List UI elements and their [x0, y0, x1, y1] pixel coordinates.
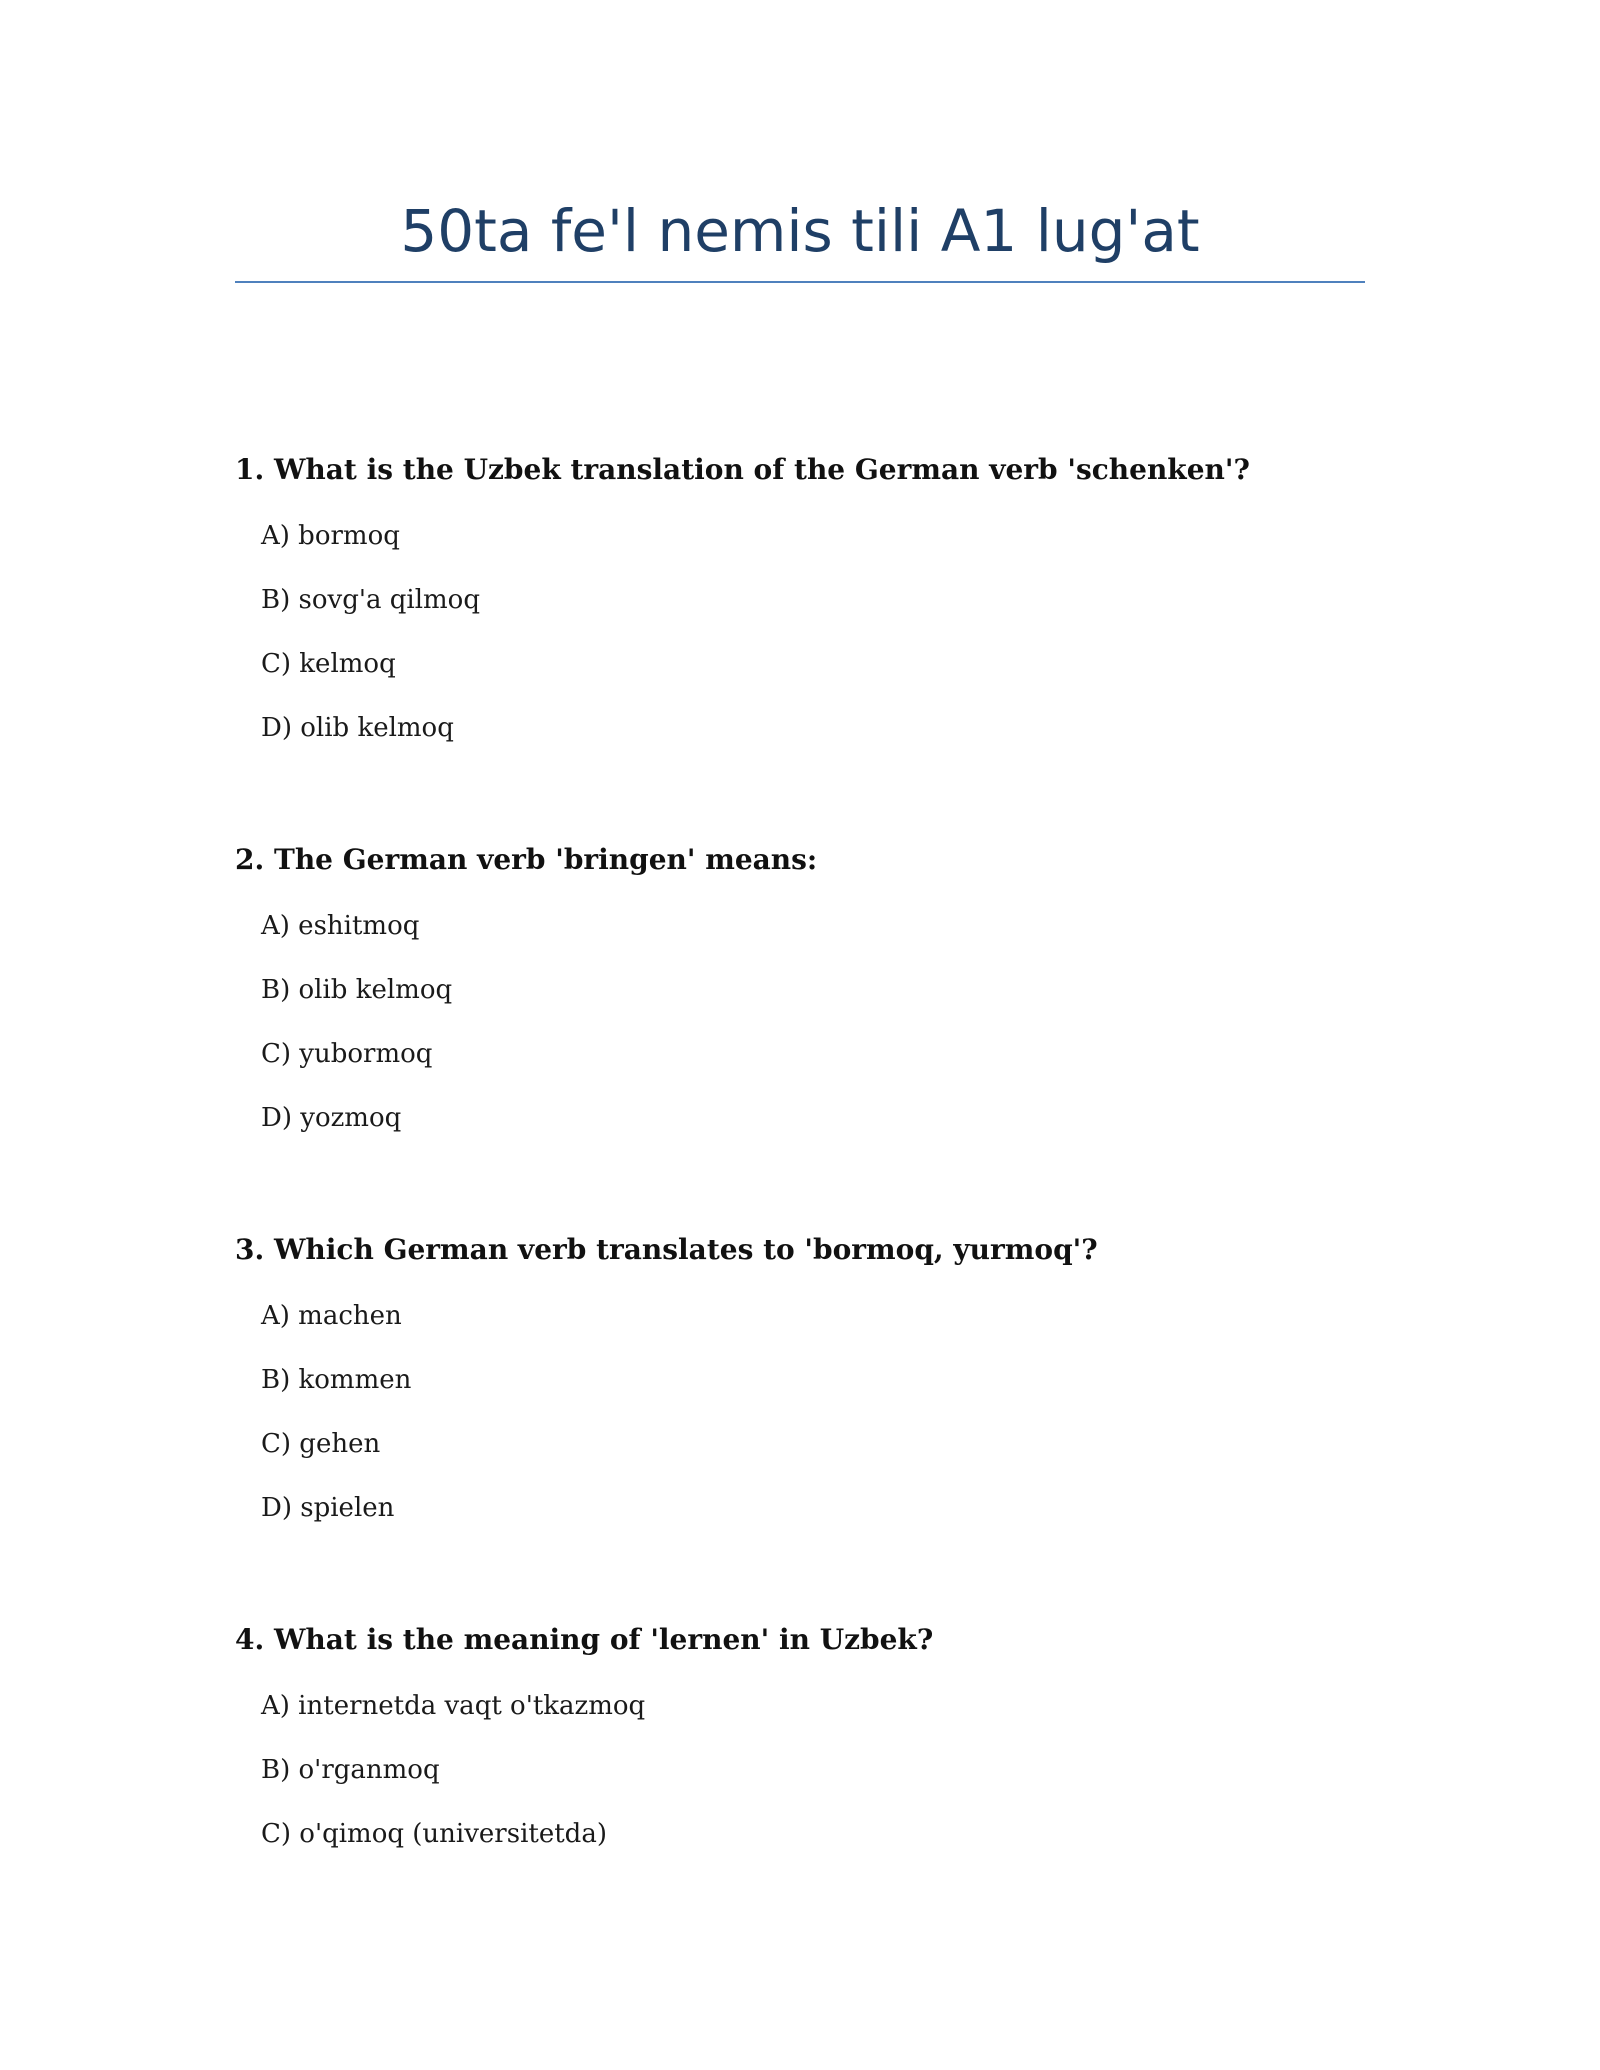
title-underline	[235, 281, 1365, 283]
option-a: A) machen	[261, 1301, 402, 1331]
question-text: 4. What is the meaning of 'lernen' in Uzbek?	[235, 1623, 934, 1656]
option-list	[235, 1686, 1365, 1854]
option-b: B) olib kelmoq	[261, 975, 453, 1005]
option-b: B) sovg'a qilmoq	[261, 585, 480, 615]
option-c: C) kelmoq	[261, 649, 396, 679]
option-d: D) olib kelmoq	[261, 713, 454, 743]
option-c: C) yubormoq	[261, 1039, 433, 1069]
question-text: 1. What is the Uzbek translation of the German verb 'schenken'?	[235, 453, 1250, 486]
option-list	[235, 906, 1365, 1138]
option-a: A) internetda vaqt o'tkazmoq	[261, 1691, 646, 1721]
option-b: B) o'rganmoq	[261, 1755, 440, 1785]
option-c: C) o'qimoq (universitetda)	[261, 1819, 607, 1849]
question-1	[235, 450, 1365, 748]
option-a: A) eshitmoq	[261, 911, 420, 941]
question-4	[235, 1620, 1365, 1854]
document-title: 50ta fe'l nemis tili A1 lug'at	[400, 197, 1200, 265]
option-c: C) gehen	[261, 1429, 381, 1459]
option-d: D) spielen	[261, 1493, 395, 1523]
option-list	[235, 516, 1365, 748]
question-text: 2. The German verb 'bringen' means:	[235, 843, 818, 876]
option-a: A) bormoq	[261, 521, 400, 551]
option-d: D) yozmoq	[261, 1103, 402, 1133]
question-3	[235, 1230, 1365, 1528]
option-b: B) kommen	[261, 1365, 412, 1395]
option-list	[235, 1296, 1365, 1528]
question-2	[235, 840, 1365, 1138]
question-text: 3. Which German verb translates to 'bormoq, yurmoq'?	[235, 1233, 1098, 1266]
